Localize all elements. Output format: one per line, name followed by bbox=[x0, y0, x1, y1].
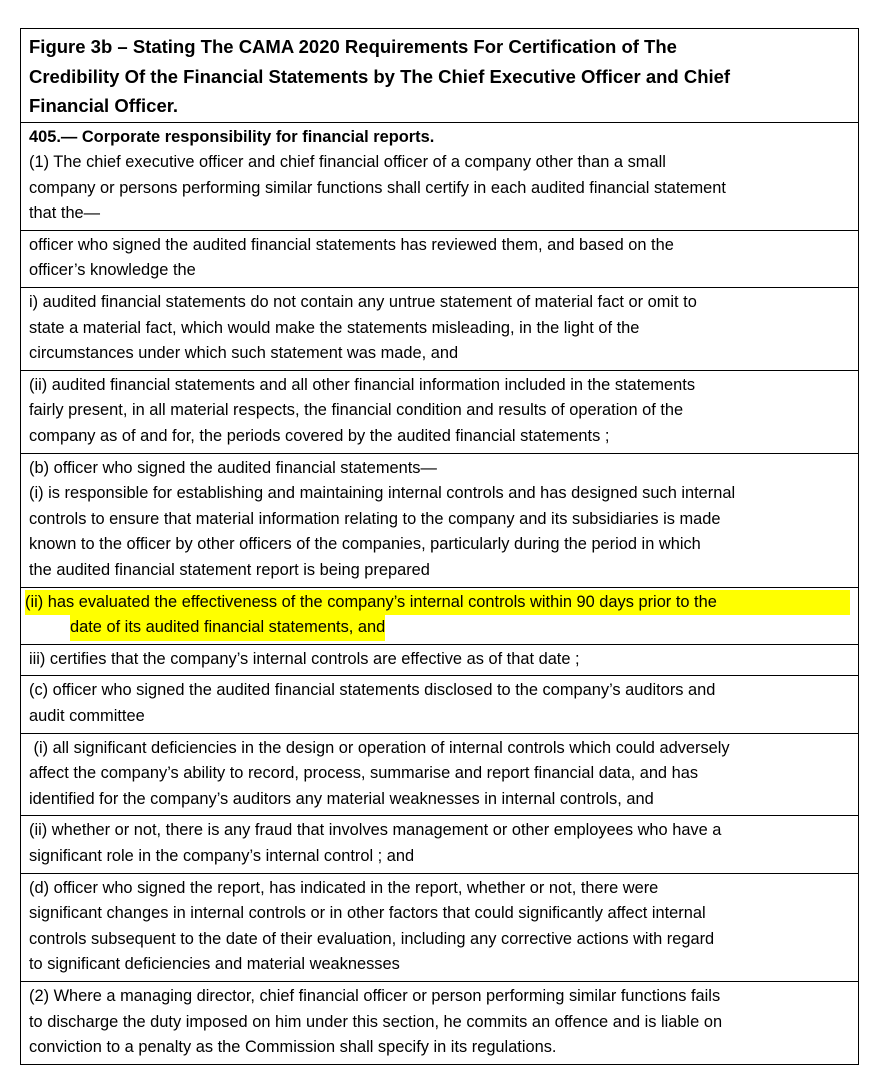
clause-cell bbox=[21, 816, 859, 873]
text-line: the audited financial statement report is being prepared bbox=[29, 561, 430, 579]
highlighted-text-line: (ii) has evaluated the effectiveness of the company’s internal controls within 90 days prior to the bbox=[25, 590, 850, 616]
table-row bbox=[21, 676, 859, 733]
text-line: i) audited financial statements do not contain any untrue statement of material fact or omit to bbox=[29, 293, 697, 312]
table-row bbox=[21, 122, 859, 230]
section-405-cell bbox=[21, 122, 859, 230]
text-line: that the— bbox=[29, 204, 101, 223]
clause-cell bbox=[21, 453, 859, 587]
clause-cell bbox=[21, 230, 859, 287]
table-row bbox=[21, 644, 859, 676]
table-row bbox=[21, 230, 859, 287]
text-line: (1) The chief executive officer and chief financial officer of a company other than a small bbox=[29, 153, 666, 172]
text-line: identified for the company’s auditors any material weaknesses in internal controls, and bbox=[29, 789, 654, 808]
clause-cell bbox=[21, 288, 859, 371]
title-row bbox=[21, 29, 859, 123]
clause-cell bbox=[21, 370, 859, 453]
text-line: (2) Where a managing director, chief financial officer or person performing similar functions fails bbox=[29, 986, 721, 1005]
text-line: to significant deficiencies and material weaknesses bbox=[29, 955, 400, 974]
text-line: known to the officer by other officers of the companies, particularly during the period in which bbox=[29, 535, 701, 554]
text-line: officer who signed the audited financial statements has reviewed them, and based on the bbox=[29, 235, 674, 254]
table-row bbox=[21, 873, 859, 981]
text-line: circumstances under which such statement was made, and bbox=[29, 344, 459, 363]
title-line: Financial Officer. bbox=[29, 95, 179, 116]
text-line: iii) certifies that the company’s internal controls are effective as of that date ; bbox=[29, 649, 580, 668]
table-row bbox=[21, 288, 859, 371]
table-row bbox=[21, 816, 859, 873]
title-line: Figure 3b – Stating The CAMA 2020 Requirements For Certification of The bbox=[29, 36, 677, 57]
text-line: affect the company’s ability to record, process, summarise and report financial data, and has bbox=[29, 764, 699, 783]
text-line: conviction to a penalty as the Commission shall specify in its regulations. bbox=[29, 1038, 557, 1057]
table-row bbox=[21, 733, 859, 816]
clause-cell bbox=[21, 981, 859, 1064]
table-row bbox=[21, 981, 859, 1064]
text-line: (b) officer who signed the audited financial statements— bbox=[29, 458, 437, 477]
figure-title bbox=[21, 29, 859, 123]
text-line: significant role in the company’s internal control ; and bbox=[29, 846, 415, 865]
figure-table bbox=[20, 28, 859, 1065]
title-line: Credibility Of the Financial Statements by The Chief Executive Officer and Chief bbox=[29, 65, 731, 87]
text-line: (ii) whether or not, there is any fraud that involves management or other employees who have a bbox=[29, 821, 722, 840]
section-heading: 405.— Corporate responsibility for financial reports. bbox=[29, 127, 435, 146]
text-line: audit committee bbox=[29, 706, 145, 725]
text-line: significant changes in internal controls or in other factors that could significantly affect internal bbox=[29, 904, 706, 923]
text-line: controls to ensure that material information relating to the company and its subsidiaries is made bbox=[29, 509, 721, 528]
text-line: officer’s knowledge the bbox=[29, 261, 196, 280]
text-line: (c) officer who signed the audited financial statements disclosed to the company’s auditors and bbox=[29, 681, 716, 700]
text-line: (i) all significant deficiencies in the design or operation of internal controls which could adversely bbox=[29, 738, 730, 757]
text-line: fairly present, in all material respects, the financial condition and results of operation of the bbox=[29, 401, 684, 420]
table-row bbox=[21, 587, 859, 644]
text-line: company as of and for, the periods covered by the audited financial statements ; bbox=[29, 427, 610, 446]
clause-cell bbox=[21, 676, 859, 733]
text-line: (ii) audited financial statements and all other financial information included in the statements bbox=[29, 375, 696, 394]
text-line: to discharge the duty imposed on him under this section, he commits an offence and is liable on bbox=[29, 1012, 723, 1031]
highlighted-clause-cell bbox=[21, 587, 859, 644]
clause-cell bbox=[21, 644, 859, 676]
text-line: (d) officer who signed the report, has indicated in the report, whether or not, there were bbox=[29, 878, 659, 897]
table-row bbox=[21, 370, 859, 453]
clause-cell bbox=[21, 733, 859, 816]
text-line: (i) is responsible for establishing and maintaining internal controls and has designed such internal bbox=[29, 484, 736, 503]
text-line: company or persons performing similar functions shall certify in each audited financial statement bbox=[29, 178, 726, 197]
text-line: controls subsequent to the date of their evaluation, including any corrective actions with regard bbox=[29, 929, 715, 948]
table-row bbox=[21, 453, 859, 587]
clause-cell bbox=[21, 873, 859, 981]
highlighted-text-line: date of its audited financial statements, and bbox=[70, 615, 385, 641]
text-line: state a material fact, which would make the statements misleading, in the light of the bbox=[29, 318, 640, 337]
